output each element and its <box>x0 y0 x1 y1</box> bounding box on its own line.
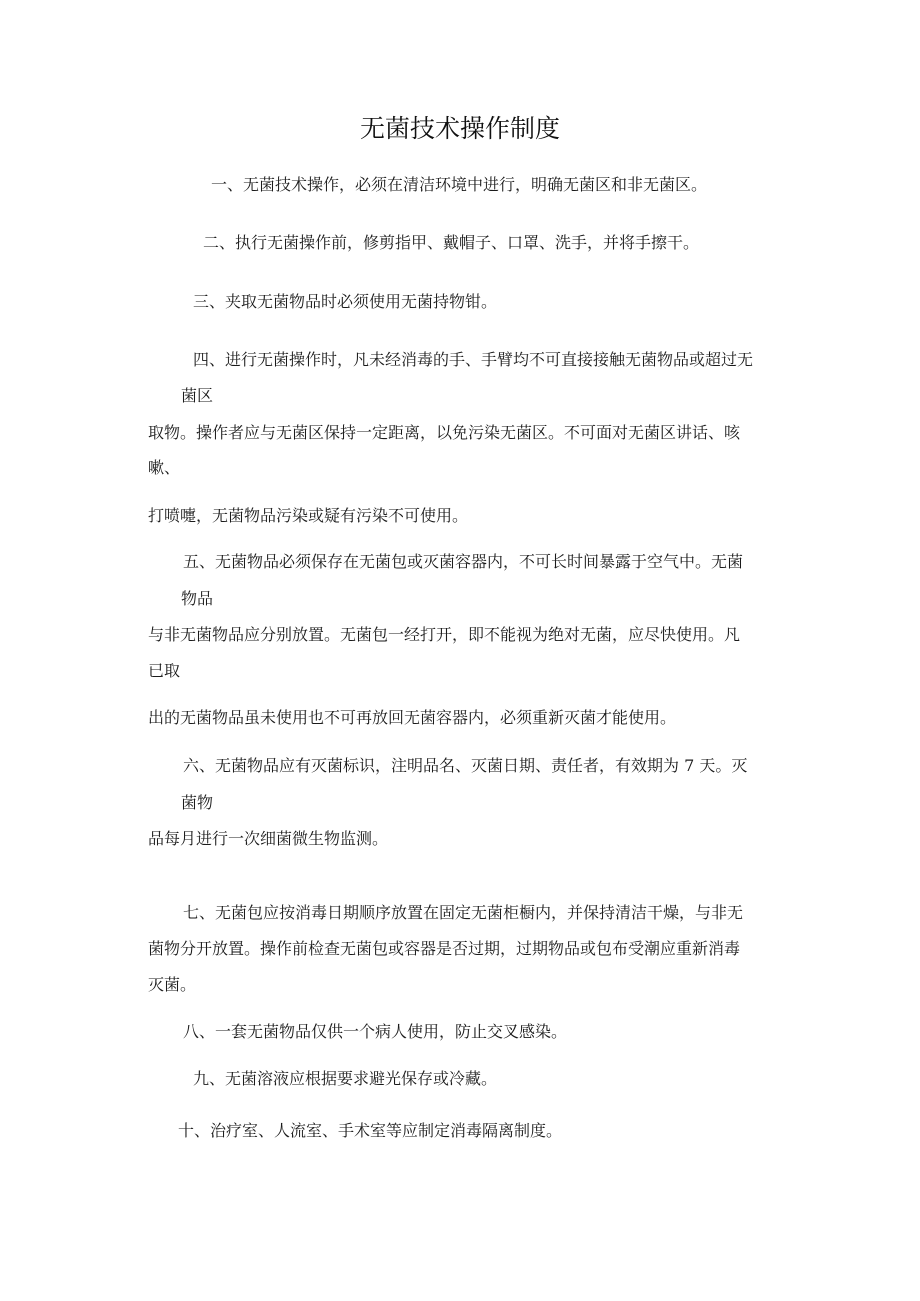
text-line: 七、无菌包应按消毒日期顺序放置在固定无菌柜橱内，并保持清洁干燥，与非无 <box>183 903 744 922</box>
text-line: 一、无菌技术操作，必须在清洁环境中进行，明确无菌区和非无菌区。 <box>211 175 708 194</box>
text-line: 十、治疗室、人流室、手术室等应制定消毒隔离制度。 <box>178 1121 563 1140</box>
text-line: 二、执行无菌操作前，修剪指甲、戴帽子、口罩、洗手，并将手擦干。 <box>203 233 700 252</box>
text-line: 已取 <box>148 661 181 680</box>
text-line: 物品 <box>181 589 214 608</box>
text-line: 取物。操作者应与无菌区保持一定距离，以免污染无菌区。不可面对无菌区讲话、咳 <box>148 423 741 442</box>
document-title: 无菌技术操作制度 <box>359 114 560 143</box>
text-line: 灭菌。 <box>148 975 197 994</box>
text-line: 菌物 <box>181 793 214 812</box>
text-line: 九、无菌溶液应根据要求避光保存或冷藏。 <box>193 1069 498 1088</box>
text-line: 嗽、 <box>148 458 181 477</box>
text-line: 六、无菌物品应有灭菌标识，注明品名、灭菌日期、责任者，有效期为 7 天。灭 <box>183 756 748 775</box>
text-line: 四、进行无菌操作时，凡未经消毒的手、手臂均不可直接接触无菌物品或超过无 <box>193 350 754 369</box>
text-line: 打喷嚏，无菌物品污染或疑有污染不可使用。 <box>148 506 469 525</box>
text-line: 与非无菌物品应分别放置。无菌包一经打开，即不能视为绝对无菌，应尽快使用。凡 <box>148 625 741 644</box>
text-line: 八、一套无菌物品仅供一个病人使用，防止交叉感染。 <box>183 1022 568 1041</box>
text-line: 五、无菌物品必须保存在无菌包或灭菌容器内，不可长时间暴露于空气中。无菌 <box>183 552 744 571</box>
text-line: 出的无菌物品虽未使用也不可再放回无菌容器内，必须重新灭菌才能使用。 <box>148 708 677 727</box>
text-line: 品每月进行一次细菌微生物监测。 <box>148 829 389 848</box>
text-line: 菌物分开放置。操作前检查无菌包或容器是否过期，过期物品或包布受潮应重新消毒 <box>148 939 741 958</box>
text-line: 菌区 <box>181 386 214 405</box>
text-line: 三、夹取无菌物品时必须使用无菌持物钳。 <box>193 292 498 311</box>
